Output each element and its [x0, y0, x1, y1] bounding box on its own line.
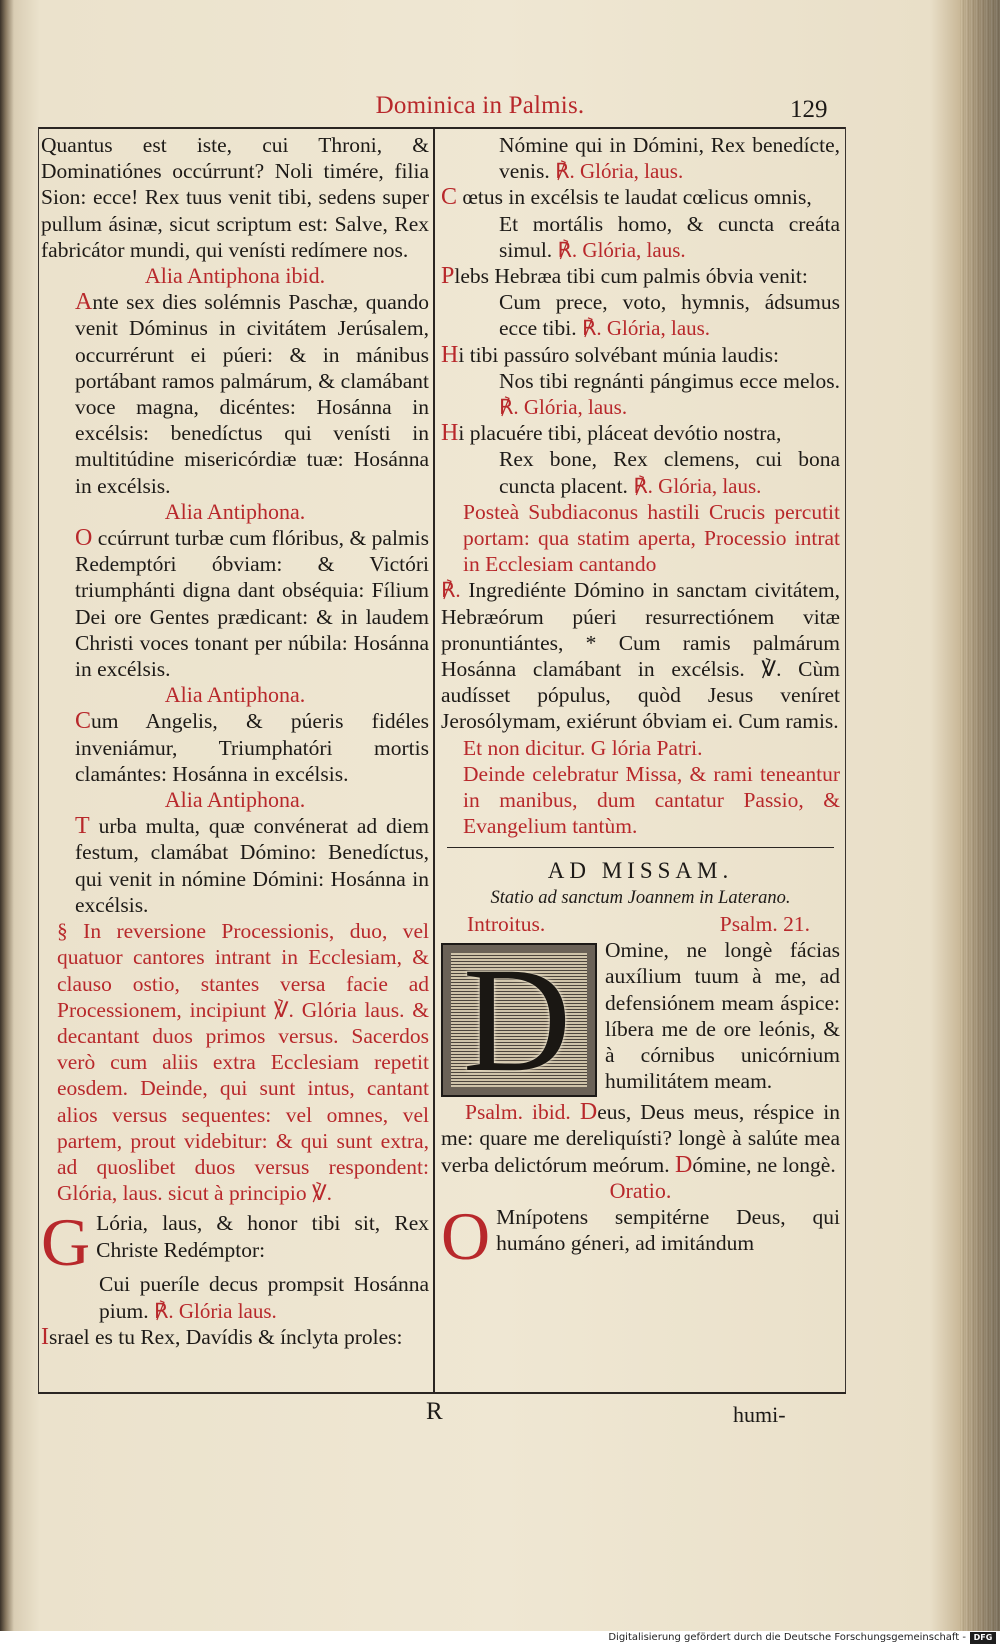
antiphon-text: ccúrrunt turbæ cum flóribus, & palmis Redemptóri óbviam: & Victóri triumphánti digna dant obséquia: Fílium Dei ore Gentes prædicant: & in laudem Christi voces tonant per núbila: Hosánna in excélsis.: [75, 526, 429, 682]
verse-rex-bone: [441, 446, 840, 498]
paragraph-intro: Quantus est iste, cui Throni, & Dominatiónes occúrrunt? Noli timére, filia Sion: ecce! Rex tuus venit tibi, sedens super pullum ásinæ, sicut scriptum est: Salve, Rex fabricátor mundi, qui venísti redímere nos.: [41, 133, 429, 262]
column-divider: [433, 127, 435, 1393]
rubric-non-dicitur: Et non dicitur. G lória Patri.: [463, 735, 703, 760]
introit-psalm-ref: Psalm. 21.: [719, 911, 810, 936]
drop-cap-O: O: [441, 1197, 491, 1274]
section-title-ad-missam: AD MISSAM.: [547, 858, 734, 884]
response-mark: ℟. Glória laus.: [153, 1298, 277, 1323]
initial-letter: H: [441, 420, 459, 447]
psalm-verse: [441, 1099, 840, 1178]
verse-text: i tibi passúro solvébant múnia laudis:: [458, 342, 780, 367]
verse-et-mortalis: [441, 211, 840, 263]
hymn-text: Lória, laus, & honor tibi sit, Rex Christe Redémptor:: [96, 1211, 429, 1262]
antiphon-turba-multa: [41, 813, 429, 918]
verse-hi-placuere: [441, 420, 840, 446]
hymn-verse-cui-puerile: [41, 1271, 429, 1323]
initial-letter: D: [675, 1151, 693, 1178]
psalm-label: Psalm. ibid.: [465, 1100, 571, 1125]
response-mark: ℟. Glória, laus.: [557, 237, 686, 262]
verse-text: Cum prece, voto, hymnis, ádsumus ecce tibi.: [499, 290, 840, 341]
antiphon-ante-sex-dies: [41, 289, 429, 499]
initial-letter: I: [41, 1323, 49, 1350]
verse-text: i placuére tibi, pláceat devótio nostra,: [458, 421, 782, 446]
verse-text: lebs Hebræa tibi cum palmis óbvia venit:: [454, 264, 808, 289]
heading-antiphona-4: Alia Antiphona.: [164, 787, 306, 813]
responsory-text: Ingrediénte Dómino in sanctam civitátem, Hebræórum púeri resurrectiónem vitæ pronuntiántes, * Cum ramis palmárum Hosánna clamábant in excélsis. ℣. Cùm audísset pópulus, quòd Jesus veníret Jerosólymam, exiérunt óbviam ei. Cum ramis.: [441, 578, 841, 734]
signature-mark: R: [426, 1398, 443, 1425]
response-mark: ℟. Glória, laus.: [555, 159, 684, 184]
initial-letter: C: [75, 708, 92, 735]
initial-letter: C: [441, 184, 458, 211]
woodcut-letter: D: [462, 937, 572, 1104]
psalm-repeat: ómine, ne longè.: [692, 1152, 836, 1177]
rubric-postea: Posteà Subdiaconus hastili Crucis percutit portam: qua statim aperta, Processio intrat in Ecclesiam cantando: [463, 499, 840, 577]
statio-line: Statio ad sanctum Joannem in Laterano.: [490, 887, 791, 908]
oratio-body: Mnípotens sempitérne Deus, qui humáno géneri, ad imitándum: [496, 1204, 840, 1256]
verse-cum-prece: [441, 289, 840, 341]
antiphon-cum-angelis: [41, 708, 429, 787]
hymn-gloria-laus: [41, 1204, 429, 1281]
verse-coetus: [441, 184, 840, 210]
left-border-rule: [38, 127, 39, 1393]
verse-text: œtus in excélsis te laudat cœlicus omnis,: [457, 185, 812, 210]
psalm-text: eus, Deus meus, réspice in me: quare me dereliquísti? longè à salúte mea verba delictórum meórum.: [441, 1100, 840, 1177]
initial-letter: P: [441, 263, 455, 290]
footer-funding-note: Digitalisierung gefördert durch die Deutsche Forschungsgemeinschaft -: [608, 1632, 966, 1643]
section-rule: [447, 847, 834, 848]
heading-oratio: Oratio.: [609, 1177, 672, 1203]
verse-hi-tibi: [441, 342, 840, 368]
verse-plebs-hebraea: [441, 263, 840, 289]
antiphon-occurrunt: [41, 525, 429, 682]
initial-letter: A: [75, 289, 93, 316]
response-mark: ℟. Glória, laus.: [633, 473, 762, 498]
verse-text: Nos tibi regnánti pángimus ecce melos.: [499, 368, 840, 393]
antiphon-text: um Angelis, & púeris fidéles inveniámur, Triumphatóri mortis clamántes: Hosánna in excélsis.: [75, 709, 429, 786]
rubric-reversio: § In reversione Processionis, duo, vel quatuor cantores intrant in Ecclesiam, & clauso ostio, stantes versa facie ad Processionem, incipiunt ℣. Glória laus. & decantant duos primos versus. Sacerdos verò cum aliis extra Ecclesiam repetit eosdem. Deinde, qui sunt intus, cantant alios versus sequentes: vel omnes, vel partem, prout videbitur: & qui sunt extra, ad quoslibet duos versus respondent: Glória, laus. sicut à principio ℣.: [57, 919, 429, 1206]
response-mark: ℟.: [441, 578, 461, 603]
top-rule: [38, 127, 846, 129]
introit-heading: [441, 911, 840, 937]
hymn-israel: [41, 1324, 429, 1350]
drop-cap-G: G: [41, 1204, 91, 1281]
introit-block: [441, 937, 840, 1104]
verse-text: Et mortális homo, & cuncta creáta simul.: [499, 211, 840, 262]
verse-nos-tibi: [441, 368, 840, 420]
page-number: 129: [790, 96, 828, 123]
response-mark: ℟. Glória, laus.: [499, 395, 628, 420]
catchword: humi-: [733, 1402, 786, 1427]
introit-label: Introitus.: [467, 911, 546, 936]
dfg-logo: DFG: [970, 1632, 996, 1644]
verse-nomine-qui: [441, 132, 840, 184]
initial-letter: H: [441, 341, 459, 368]
right-column: [441, 132, 841, 1274]
heading-antiphona-2: Alia Antiphona.: [164, 498, 306, 524]
verse-text: Rex bone, Rex clemens, cui bona cuncta placent.: [499, 447, 840, 498]
antiphon-text: urba multa, quæ convénerat ad diem festum, clamábat Dómino: Benedíctus, qui venit in nómine Dómini: Hosánna in excélsis.: [75, 814, 429, 917]
verse-text: Cui pueríle decus prompsit Hosánna pium.: [99, 1272, 429, 1323]
hymn-text: srael es tu Rex, Davídis & ínclyta proles:: [49, 1324, 403, 1349]
woodcut-initial: [441, 937, 597, 1104]
responsory-ingrediente: [441, 577, 840, 734]
antiphon-text: nte sex dies solémnis Paschæ, quando venit Dóminus in civitátem Jerúsalem, occurrérunt ei púeri: & in mánibus portábant ramos palmárum, & clamábant voce magna, dicéntes: Hosánna in excélsis: benedíctus qui venísti in multitúdine misericórdiæ tuæ: Hosánna in excélsis.: [75, 290, 429, 498]
bottom-rule: [38, 1392, 846, 1394]
heading-antiphona-3: Alia Antiphona.: [164, 682, 306, 708]
initial-letter: D: [579, 1099, 598, 1126]
page-fore-edge: [960, 0, 1000, 1646]
right-border-rule: [845, 127, 846, 1393]
response-mark: ℟. Glória, laus.: [581, 316, 711, 341]
initial-letter: T: [75, 813, 90, 840]
verse-text: Nómine qui in Dómini, Rex benedícte, venis.: [499, 133, 840, 184]
left-column: [41, 132, 429, 1350]
rubric-deinde: Deinde celebratur Missa, & rami teneantur in manibus, dum cantatur Passio, & Evangelium tantùm.: [463, 761, 840, 839]
oratio-text: [441, 1197, 840, 1274]
initial-letter: O: [75, 525, 93, 552]
heading-antiphona-ibid: Alia Antiphona ibid.: [144, 263, 326, 289]
running-title: Dominica in Palmis.: [375, 92, 585, 119]
introit-text: Omine, ne longè fácias auxílium tuum à me, ad defensiónem meam áspice: líbera me de ore leónis, & à córnibus unicórnium humilitátem meam.: [605, 938, 840, 1094]
